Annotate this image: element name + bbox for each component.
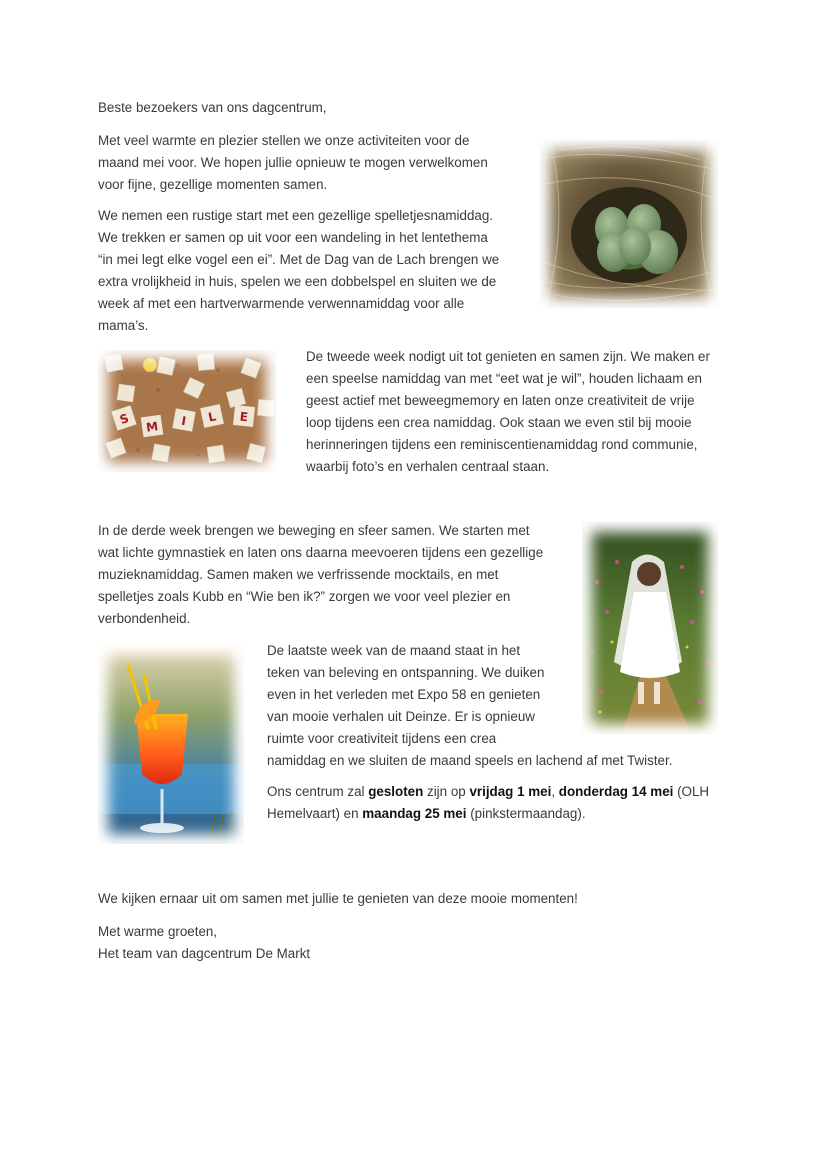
mocktail-image (98, 644, 244, 844)
text-line: spelletjes zoals Kubb en “Wie ben ik?” zorgen we voor veel plezier en (98, 589, 511, 604)
text-line: De tweede week nodigt uit tot genieten en samen zijn. We maken er (306, 349, 710, 364)
closing-text: (OLH (673, 784, 710, 799)
outro-text: We kijken ernaar uit om samen met jullie te genieten van deze mooie momenten! (98, 891, 578, 906)
text-line: maand mei voor. We hopen jullie opnieuw te mogen verwelkomen (98, 155, 488, 170)
week-three-paragraph (98, 520, 543, 630)
closing-text: Hemelvaart) en (267, 806, 363, 821)
text-line: een speelse namiddag van met “eet wat je wil”, houden lichaam en (306, 371, 702, 386)
smile-tile-i: I (180, 413, 188, 429)
greeting: Beste bezoekers van ons dagcentrum, (98, 100, 327, 115)
smile-tile-e: E (239, 409, 249, 425)
text-line: voor fijne, gezellige momenten samen. (98, 177, 328, 192)
bird-nest-illustration (540, 140, 718, 308)
smile-tile-l: L (207, 409, 218, 425)
closed-date: donderdag 14 mei (558, 784, 674, 799)
text-line: herinneringen tijdens een reminiscentienamiddag rond communie, (306, 437, 698, 452)
week-four-paragraph (267, 640, 672, 772)
closing-line-1 (267, 781, 709, 803)
text-line: Met veel warmte en plezier stellen we onze activiteiten voor de (98, 133, 470, 148)
text-line: In de derde week brengen we beweging en sfeer samen. We starten met (98, 523, 530, 538)
bird-nest-image (540, 140, 718, 308)
text-line: We nemen een rustige start met een gezellige spelletjesnamiddag. (98, 208, 494, 223)
closing-text: zijn op (423, 784, 470, 799)
text-line: namiddag en we sluiten de maand speels en lachend af met Twister. (267, 753, 673, 768)
smile-tile-m: M (145, 419, 160, 435)
text-line: waarbij foto’s en verhalen centraal staan. (306, 459, 550, 474)
smile-tile-s: S (118, 410, 131, 427)
text-line: van mooie verhalen uit Deinze. Er is opnieuw (267, 709, 535, 724)
text-line: loop tijdens een crea namiddag. Ook staan we even stil bij mooie (306, 415, 692, 430)
scrabble-smile-illustration (98, 350, 276, 472)
closing-text: (pinkstermaandag). (466, 806, 586, 821)
week-one-paragraph (98, 205, 499, 337)
text-line: even in het verleden met Expo 58 en genieten (267, 687, 541, 702)
signoff-greeting: Met warme groeten, (98, 924, 218, 939)
mocktail-illustration (98, 644, 244, 844)
text-line: “in mei legt elke vogel een ei”. Met de Dag van de Lach brengen we (98, 252, 500, 267)
signoff-team: Het team van dagcentrum De Markt (98, 946, 311, 961)
text-line: week af met een hartverwarmende verwennamiddag voor alle (98, 296, 465, 311)
closed-date: maandag 25 mei (362, 806, 467, 821)
text-line: muzieknamiddag. Samen maken we verfrissende mocktails, en met (98, 567, 499, 582)
intro-paragraph (98, 130, 488, 196)
smile-tiles-image (98, 350, 276, 472)
text-line: We trekken er samen op uit voor een wandeling in het lentethema (98, 230, 488, 245)
text-line: De laatste week van de maand staat in het (267, 643, 521, 658)
closing-line-2 (267, 803, 709, 825)
text-line: verbondenheid. (98, 611, 191, 626)
text-line: ruimte voor creativiteit tijdens een crea (267, 731, 497, 746)
closing-text: , (551, 784, 559, 799)
closed-date: vrijdag 1 mei (469, 784, 552, 799)
week-two-paragraph (306, 346, 710, 478)
text-line: geest actief met beweegmemory en laten onze creativiteit de vrije (306, 393, 695, 408)
text-line: teken van beleving en ontspanning. We duiken (267, 665, 545, 680)
text-line: extra vrolijkheid in huis, spelen we een dobbelspel en sluiten we de (98, 274, 497, 289)
text-line: mama’s. (98, 318, 149, 333)
closing-text: Ons centrum zal (267, 784, 369, 799)
closing-days-notice (267, 781, 709, 825)
text-line: wat lichte gymnastiek en laten ons daarna meevoeren tijdens een gezellige (98, 545, 544, 560)
closed-label: gesloten (368, 784, 424, 799)
